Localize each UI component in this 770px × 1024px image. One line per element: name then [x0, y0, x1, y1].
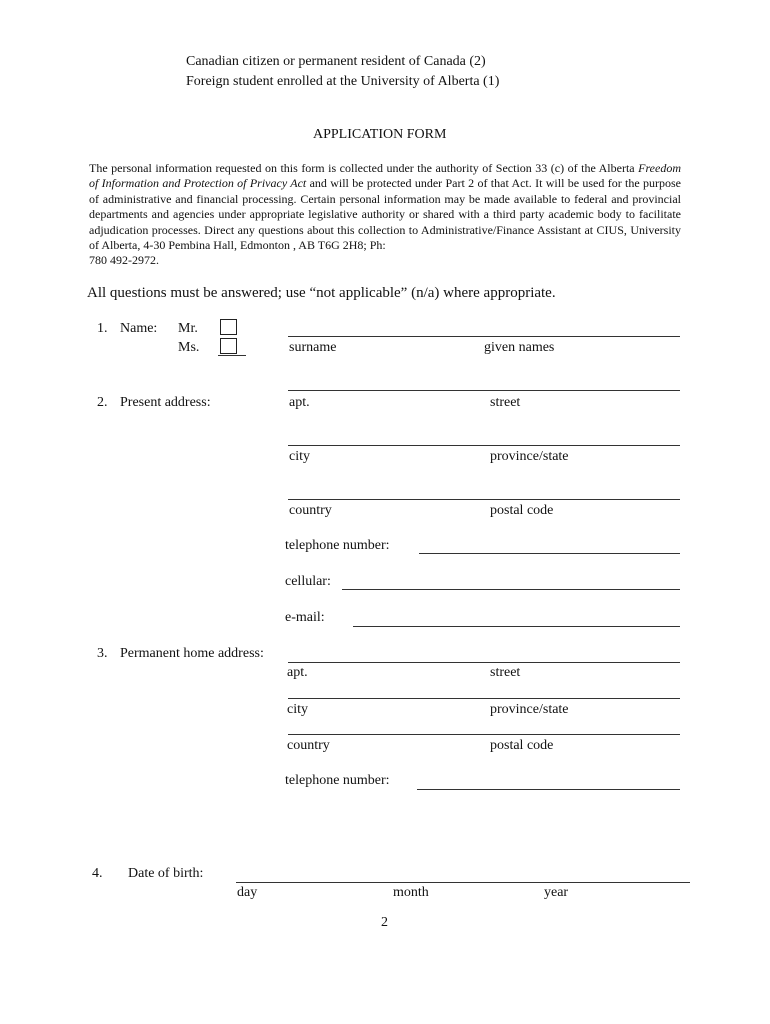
q1-label: Name: [120, 321, 158, 336]
privacy-notice [89, 161, 681, 269]
permanent-apt-street-line[interactable] [288, 662, 680, 663]
dob-day-caption: day [237, 885, 258, 900]
privacy-text-part1: The personal information requested on this form is collected under the authority of Section 33 (c) of the Alberta [89, 161, 639, 175]
permanent-province-caption: province/state [490, 702, 569, 717]
checkbox-underline [218, 355, 246, 356]
permanent-telephone-line[interactable] [417, 789, 680, 790]
present-city-province-line[interactable] [288, 445, 680, 446]
privacy-text-part2: and will be protected under Part 2 of that Act. It will be used for the purpose of administrative and financial processing. Certain personal information may be made available to federal and provincial departments and agencies under appropriate legislative authority or shared with a third party academic body to facilitate adjudication processes. Direct any questions about this collection to Administrative/Finance Assistant at CIUS, University of Alberta, 4-30 Pembina Hall, Edmonton , AB T6G 2H8; Ph: [89, 176, 682, 253]
present-street-caption: street [490, 395, 521, 410]
email-line[interactable] [353, 626, 680, 627]
permanent-city-province-line[interactable] [288, 698, 680, 699]
privacy-phone: 780 492-2972. [89, 253, 159, 268]
header-line-2: Foreign student enrolled at the University of Alberta (1) [186, 74, 500, 89]
header-line-1: Canadian citizen or permanent resident of Canada (2) [186, 54, 486, 69]
cellular-line[interactable] [342, 589, 680, 590]
dob-year-caption: year [544, 885, 569, 900]
present-country-postal-line[interactable] [288, 499, 680, 500]
mr-checkbox[interactable] [220, 319, 237, 335]
permanent-city-caption: city [287, 702, 308, 717]
permanent-postal-caption: postal code [490, 738, 554, 753]
present-postal-caption: postal code [490, 503, 554, 518]
present-telephone-line[interactable] [419, 553, 680, 554]
permanent-country-postal-line[interactable] [288, 734, 680, 735]
name-input-line[interactable] [288, 336, 680, 337]
q2-label: Present address: [120, 395, 211, 410]
email-label: e-mail: [285, 610, 325, 625]
privacy-act-name: Freedom of Information and Protection of Privacy Act [89, 161, 681, 191]
present-country-caption: country [289, 503, 332, 518]
q4-number: 4. [92, 866, 103, 881]
option-mr-label: Mr. [178, 321, 198, 336]
q3-number: 3. [97, 646, 108, 661]
permanent-telephone-label: telephone number: [285, 773, 390, 788]
form-title: APPLICATION FORM [313, 127, 447, 142]
cellular-label: cellular: [285, 574, 331, 589]
dob-month-caption: month [393, 885, 429, 900]
present-province-caption: province/state [490, 449, 569, 464]
present-telephone-label: telephone number: [285, 538, 390, 553]
present-apt-caption: apt. [289, 395, 310, 410]
q3-label: Permanent home address: [120, 646, 264, 661]
present-city-caption: city [289, 449, 310, 464]
ms-checkbox[interactable] [220, 338, 237, 354]
permanent-street-caption: street [490, 665, 521, 680]
q4-label: Date of birth: [128, 866, 204, 881]
q1-number: 1. [97, 321, 108, 336]
date-of-birth-line[interactable] [236, 882, 690, 883]
option-ms-label: Ms. [178, 340, 200, 355]
q2-number: 2. [97, 395, 108, 410]
page-number: 2 [381, 915, 388, 930]
surname-caption: surname [289, 340, 337, 355]
present-apt-street-line[interactable] [288, 390, 680, 391]
permanent-country-caption: country [287, 738, 330, 753]
permanent-apt-caption: apt. [287, 665, 308, 680]
instruction-text: All questions must be answered; use “not applicable” (n/a) where appropriate. [87, 285, 556, 301]
given-names-caption: given names [484, 340, 555, 355]
